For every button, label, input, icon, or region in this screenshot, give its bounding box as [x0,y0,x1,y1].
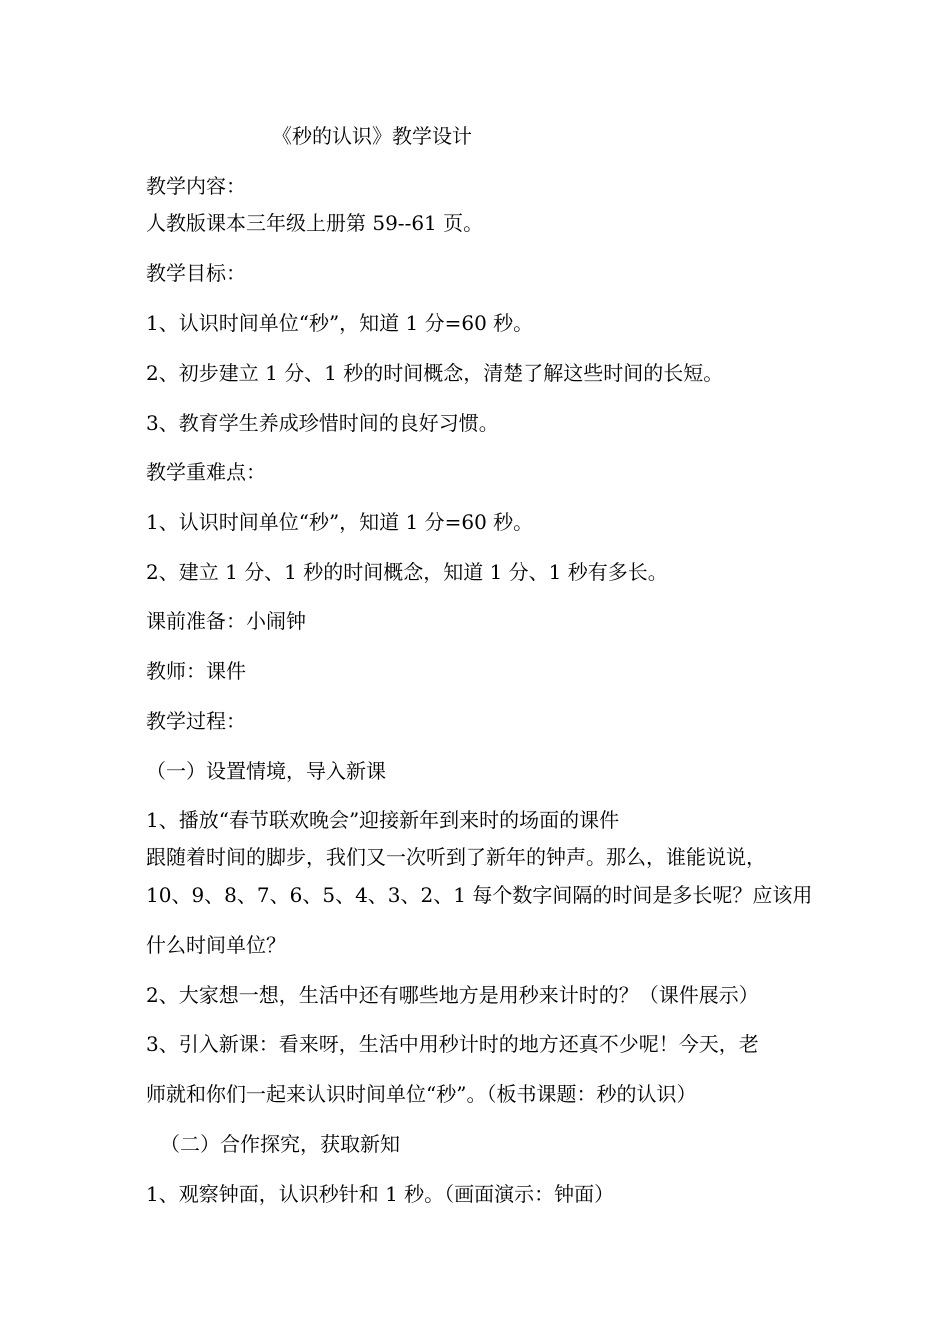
paragraph-line: 3、引入新课：看来呀，生活中用秒计时的地方还真不少呢！今天，老 [146,1032,759,1056]
paragraph-line: 3、教育学生养成珍惜时间的良好习惯。 [146,411,499,435]
paragraph-line: 2、建立 1 分、1 秒的时间概念，知道 1 分、1 秒有多长。 [146,560,668,584]
paragraph-line: 人教版课本三年级上册第 59--61 页。 [146,211,484,235]
paragraph-line: 跟随着时间的脚步，我们又一次听到了新年的钟声。那么，谁能说说， [146,845,766,869]
paragraph-line: 2、大家想一想，生活中还有哪些地方是用秒来计时的？（课件展示） [146,983,759,1007]
section-heading-keypoints: 教学重难点： [146,460,266,484]
paragraph-line: 师就和你们一起来认识时间单位“秒”。（板书课题：秒的认识） [146,1082,697,1106]
section-heading-goals: 教学目标： [146,261,246,285]
paragraph-line: 1、认识时间单位“秒”，知道 1 分=60 秒。 [146,311,534,335]
document-title: 《秒的认识》教学设计 [272,124,472,148]
paragraph-line: 2、初步建立 1 分、1 秒的时间概念，清楚了解这些时间的长短。 [146,361,724,385]
paragraph-line: 10、9、8、7、6、5、4、3、2、1 每个数字间隔的时间是多长呢？应该用 [146,883,813,907]
paragraph-line: 1、观察钟面，认识秒针和 1 秒。（画面演示：钟面） [146,1182,615,1206]
paragraph-line: 1、认识时间单位“秒”，知道 1 分=60 秒。 [146,510,534,534]
subsection-heading: （一）设置情境，导入新课 [146,759,386,783]
paragraph-line: 教师：课件 [146,659,246,683]
section-heading-process: 教学过程： [146,709,246,733]
paragraph-line: 1、播放“春节联欢晚会”迎接新年到来时的场面的课件 [146,808,620,832]
subsection-heading: （二）合作探究，获取新知 [160,1132,400,1156]
paragraph-line: 课前准备：小闹钟 [146,609,306,633]
section-heading-content: 教学内容： [146,174,246,198]
paragraph-line: 什么时间单位？ [146,933,286,957]
